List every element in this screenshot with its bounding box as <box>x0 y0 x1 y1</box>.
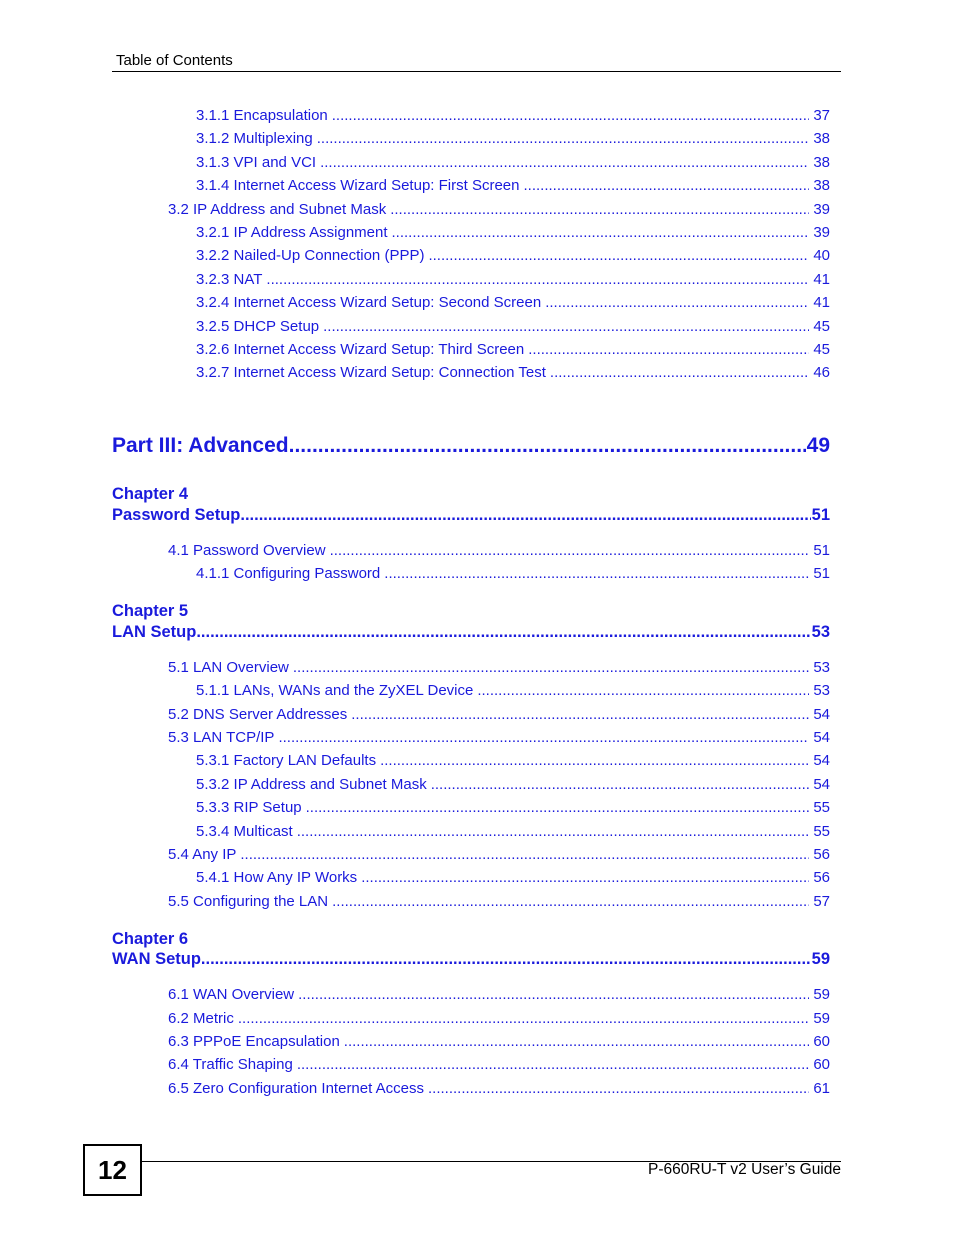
dot-leader <box>428 1080 809 1097</box>
toc-entry-label: 3.2.4 Internet Access Wizard Setup: Second Screen <box>196 294 542 311</box>
dot-leader <box>523 177 809 194</box>
dot-leader <box>289 434 806 458</box>
toc-entry-label: 5.3.4 Multicast <box>196 823 293 840</box>
toc-entry-label: 5.5 Configuring the LAN <box>168 893 329 910</box>
toc-entry-3-1-4[interactable] <box>196 177 830 194</box>
toc-page-number: 59 <box>813 1010 830 1027</box>
toc-entry-label: 6.3 PPPoE Encapsulation <box>168 1033 340 1050</box>
dot-leader <box>266 271 809 288</box>
toc-page-number: 37 <box>813 107 830 124</box>
toc-entry-label: 5.4.1 How Any IP Works <box>196 869 358 886</box>
toc-entry-label: 3.2.1 IP Address Assignment <box>196 224 388 241</box>
toc-entry-label: 6.4 Traffic Shaping <box>168 1056 293 1073</box>
dot-leader <box>361 869 809 886</box>
toc-chapter-5[interactable] <box>112 623 830 642</box>
dot-leader <box>293 659 809 676</box>
toc-entry-label: 4.1 Password Overview <box>168 542 326 559</box>
toc-chapter-title: Password Setup <box>112 506 241 524</box>
toc-entry-label: 6.1 WAN Overview <box>168 986 295 1003</box>
toc-page-number: 49 <box>806 434 830 457</box>
toc-page-number: 51 <box>813 565 830 582</box>
toc-page-number: 45 <box>813 318 830 335</box>
running-header: Table of Contents <box>116 52 233 69</box>
toc-entry-5-3[interactable] <box>168 729 830 746</box>
dot-leader <box>545 294 809 311</box>
toc-page-number: 54 <box>813 729 830 746</box>
toc-entry-4-1[interactable] <box>168 542 830 559</box>
page-number: 12 <box>98 1154 127 1185</box>
dot-leader <box>306 799 810 816</box>
toc-page-number: 60 <box>813 1033 830 1050</box>
toc-entry-3-2-3[interactable] <box>196 271 830 288</box>
toc-page-number: 54 <box>813 752 830 769</box>
toc-page-number: 55 <box>813 799 830 816</box>
toc-chapter-title: LAN Setup <box>112 623 197 641</box>
dot-leader <box>550 364 809 381</box>
dot-leader <box>201 950 811 969</box>
toc-entry-4-1-1[interactable] <box>196 565 830 582</box>
toc-chapter-6[interactable] <box>112 950 830 969</box>
toc-entry-label: 4.1.1 Configuring Password <box>196 565 381 582</box>
toc-entry-3-2[interactable] <box>168 201 830 218</box>
toc-page-number: 56 <box>813 869 830 886</box>
toc-page-number: 45 <box>813 341 830 358</box>
toc-entry-label: 3.1.2 Multiplexing <box>196 130 313 147</box>
dot-leader <box>323 318 809 335</box>
toc-entry-5-4[interactable] <box>168 846 830 863</box>
toc-entry-label: 5.4 Any IP <box>168 846 237 863</box>
dot-leader <box>196 623 810 642</box>
toc-entry-5-3-3[interactable] <box>196 799 830 816</box>
toc-entry-3-2-5[interactable] <box>196 318 830 335</box>
toc-entry-label: 6.5 Zero Configuration Internet Access <box>168 1080 424 1097</box>
toc-entry-label: 5.3 LAN TCP/IP <box>168 729 275 746</box>
toc-page-number: 54 <box>813 776 830 793</box>
toc-entry-3-2-7[interactable] <box>196 364 830 381</box>
toc-page-number: 46 <box>813 364 830 381</box>
toc-entry-label: 5.2 DNS Server Addresses <box>168 706 348 723</box>
dot-leader <box>317 130 810 147</box>
chapter-6-number: Chapter 6 <box>112 930 189 948</box>
toc-entry-label: 5.1.1 LANs, WANs and the ZyXEL Device <box>196 682 474 699</box>
toc-page-number: 41 <box>813 294 830 311</box>
dot-leader <box>332 893 809 910</box>
toc-page-number: 53 <box>813 682 830 699</box>
toc-chapter-4[interactable] <box>112 506 830 525</box>
dot-leader <box>392 224 810 241</box>
toc-entry-label: 3.2.7 Internet Access Wizard Setup: Connection Test <box>196 364 546 381</box>
toc-page-number: 56 <box>813 846 830 863</box>
dot-leader <box>238 1010 809 1027</box>
dot-leader <box>240 846 809 863</box>
chapter-5-number: Chapter 5 <box>112 602 189 620</box>
toc-entry-label: 5.3.1 Factory LAN Defaults <box>196 752 377 769</box>
toc-entry-5-1[interactable] <box>168 659 830 676</box>
toc-entry-3-2-2[interactable] <box>196 247 830 264</box>
toc-entry-5-3-4[interactable] <box>196 823 830 840</box>
toc-entry-label: 3.1.3 VPI and VCI <box>196 154 317 171</box>
toc-entry-5-5[interactable] <box>168 893 830 910</box>
dot-leader <box>384 565 809 582</box>
toc-part-label: Part III: Advanced <box>112 434 289 457</box>
toc-part-3[interactable] <box>112 434 830 458</box>
toc-entry-3-2-6[interactable] <box>196 341 830 358</box>
toc-entry-label: 3.1.4 Internet Access Wizard Setup: First Screen <box>196 177 520 194</box>
toc-entry-6-3[interactable] <box>168 1033 830 1050</box>
toc-page-number: 41 <box>813 271 830 288</box>
toc-page-number: 38 <box>813 154 830 171</box>
toc-page-number: 61 <box>813 1080 830 1097</box>
dot-leader <box>297 823 810 840</box>
toc-entry-label: 3.1.1 Encapsulation <box>196 107 328 124</box>
toc-page-number: 38 <box>813 177 830 194</box>
dot-leader <box>278 729 809 746</box>
page-number-box <box>83 1144 142 1196</box>
toc-entry-6-4[interactable] <box>168 1056 830 1073</box>
dot-leader <box>298 986 809 1003</box>
dot-leader <box>240 506 810 525</box>
toc-entry-3-1-1[interactable] <box>196 107 830 124</box>
dot-leader <box>477 682 809 699</box>
toc-entry-label: 3.2.5 DHCP Setup <box>196 318 320 335</box>
toc-page-number: 39 <box>813 201 830 218</box>
toc-entry-3-1-3[interactable] <box>196 154 830 171</box>
toc-entry-label: 3.2.2 Nailed-Up Connection (PPP) <box>196 247 425 264</box>
toc-page-number: 59 <box>811 950 830 968</box>
toc-entry-label: 3.2.3 NAT <box>196 271 263 288</box>
toc-entry-6-5[interactable] <box>168 1080 830 1097</box>
toc-page-number: 60 <box>813 1056 830 1073</box>
dot-leader <box>390 201 809 218</box>
chapter-4-number: Chapter 4 <box>112 485 189 503</box>
toc-page-number: 55 <box>813 823 830 840</box>
toc-entry-5-4-1[interactable] <box>196 869 830 886</box>
toc-page-number: 53 <box>811 623 830 641</box>
toc-page-number: 51 <box>811 506 830 524</box>
toc-entry-label: 3.2 IP Address and Subnet Mask <box>168 201 387 218</box>
toc-entry-3-2-1[interactable] <box>196 224 830 241</box>
toc-page-number: 54 <box>813 706 830 723</box>
dot-leader <box>351 706 809 723</box>
toc-page-number: 39 <box>813 224 830 241</box>
toc-page-number: 51 <box>813 542 830 559</box>
dot-leader <box>297 1056 810 1073</box>
toc-entry-label: 5.3.2 IP Address and Subnet Mask <box>196 776 427 793</box>
toc-chapter-title: WAN Setup <box>112 950 201 968</box>
guide-title: P-660RU-T v2 User’s Guide <box>648 1161 841 1178</box>
dot-leader <box>344 1033 810 1050</box>
toc-page-number: 40 <box>813 247 830 264</box>
toc-page-number: 59 <box>813 986 830 1003</box>
toc-entry-label: 5.1 LAN Overview <box>168 659 289 676</box>
header-divider <box>112 71 841 72</box>
toc-entry-6-2[interactable] <box>168 1010 830 1027</box>
toc-entry-5-3-2[interactable] <box>196 776 830 793</box>
toc-entry-5-1-1[interactable] <box>196 682 830 699</box>
toc-page-number: 38 <box>813 130 830 147</box>
toc-entry-5-2[interactable] <box>168 706 830 723</box>
toc-page-number: 53 <box>813 659 830 676</box>
dot-leader <box>380 752 809 769</box>
dot-leader <box>332 107 810 124</box>
toc-page-number: 57 <box>813 893 830 910</box>
dot-leader <box>320 154 809 171</box>
dot-leader <box>330 542 810 559</box>
toc-entry-label: 3.2.6 Internet Access Wizard Setup: Third Screen <box>196 341 525 358</box>
toc-entry-5-3-1[interactable] <box>196 752 830 769</box>
dot-leader <box>428 247 809 264</box>
toc-entry-label: 6.2 Metric <box>168 1010 234 1027</box>
toc-entry-label: 5.3.3 RIP Setup <box>196 799 302 816</box>
toc-entry-3-2-4[interactable] <box>196 294 830 311</box>
toc-entry-3-1-2[interactable] <box>196 130 830 147</box>
dot-leader <box>431 776 810 793</box>
dot-leader <box>528 341 809 358</box>
toc-entry-6-1[interactable] <box>168 986 830 1003</box>
